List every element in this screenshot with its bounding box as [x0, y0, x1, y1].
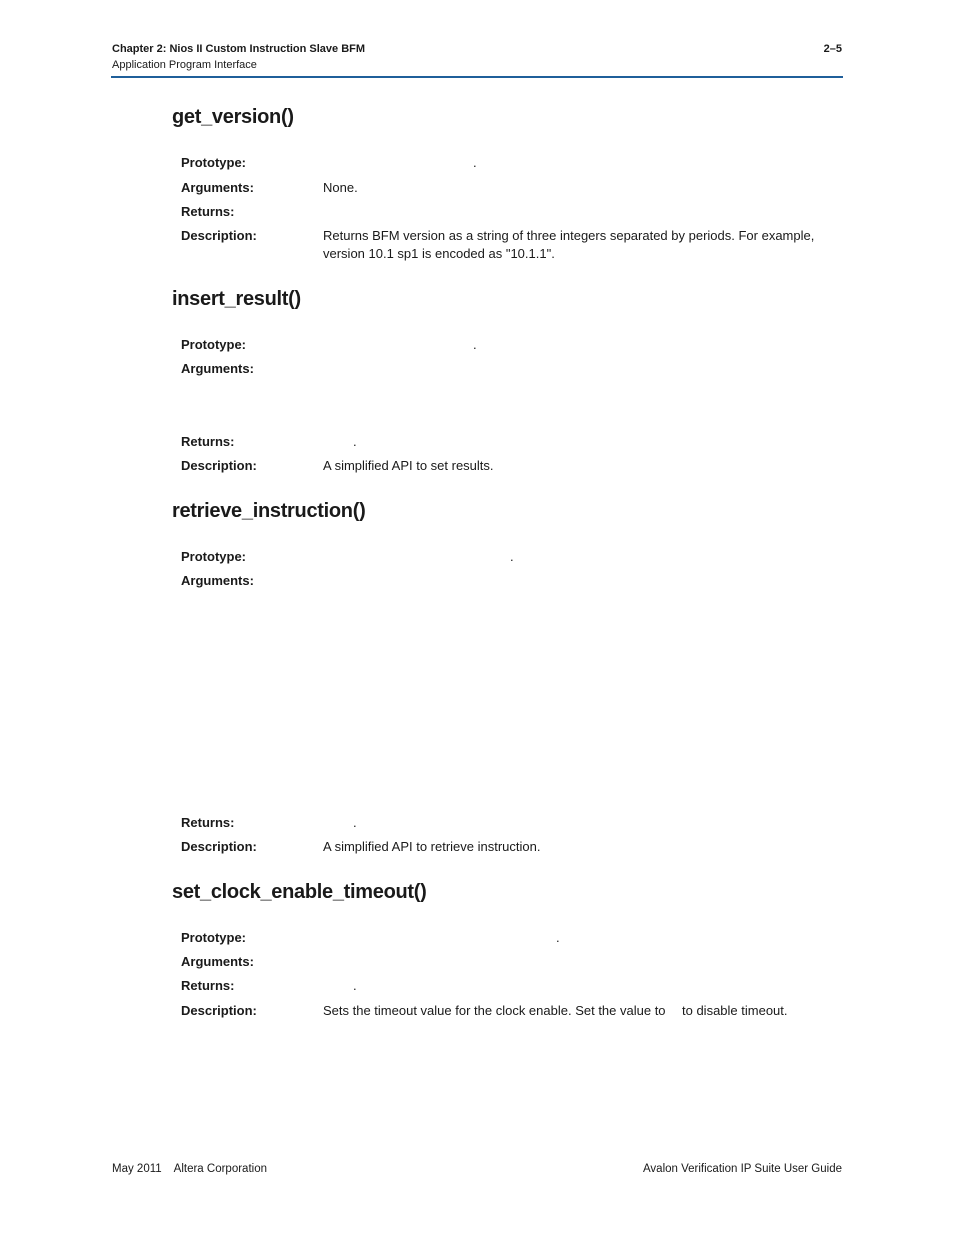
- returns-label: Returns:: [181, 204, 235, 219]
- description-label: Description:: [181, 1003, 257, 1018]
- description-label: Description:: [181, 228, 257, 243]
- running-header-chapter: Chapter 2: Nios II Custom Instruction Slave BFM: [112, 43, 366, 55]
- description-value: A simplified API to retrieve instruction.: [323, 839, 541, 854]
- returns-value: .: [353, 978, 357, 993]
- description-label: Description:: [181, 839, 257, 854]
- prototype-value: .: [473, 337, 477, 352]
- footer-doc-title: Avalon Verification IP Suite User Guide: [642, 1163, 842, 1175]
- footer-date: May 2011: [112, 1163, 162, 1175]
- prototype-label: Prototype:: [181, 930, 246, 945]
- returns-label: Returns:: [181, 815, 235, 830]
- prototype-label: Prototype:: [181, 155, 246, 170]
- description-value: Returns BFM version as a string of three integers separated by periods. For example, version 10.1 sp1 is encoded as "10.1.1".: [323, 228, 815, 261]
- footer-company: Altera Corporation: [173, 1163, 267, 1175]
- prototype-value: .: [473, 155, 477, 170]
- arguments-value: None.: [323, 180, 358, 195]
- returns-value: .: [353, 815, 357, 830]
- footer-left: [112, 1163, 267, 1175]
- prototype-value: .: [556, 930, 560, 945]
- description-value-part-1: Sets the timeout value for the clock enable. Set the value to: [323, 1003, 666, 1018]
- prototype-label: Prototype:: [181, 337, 246, 352]
- returns-value: .: [353, 434, 357, 449]
- description-value-part-2: to disable timeout.: [682, 1003, 788, 1018]
- header-rule: [111, 76, 843, 78]
- prototype-label: Prototype:: [181, 549, 246, 564]
- running-header-subtitle: Application Program Interface: [112, 59, 257, 71]
- section-title-set-clock-enable-timeout: set_clock_enable_timeout(): [172, 881, 427, 903]
- section-title-get-version: get_version(): [172, 106, 294, 128]
- prototype-value: .: [510, 549, 514, 564]
- description-value: A simplified API to set results.: [323, 458, 494, 473]
- returns-label: Returns:: [181, 978, 235, 993]
- page-number: 2–5: [823, 43, 842, 55]
- returns-label: Returns:: [181, 434, 235, 449]
- arguments-label: Arguments:: [181, 180, 254, 195]
- section-title-retrieve-instruction: retrieve_instruction(): [172, 500, 366, 522]
- section-title-insert-result: insert_result(): [172, 288, 301, 310]
- description-label: Description:: [181, 458, 257, 473]
- arguments-label: Arguments:: [181, 361, 254, 376]
- arguments-label: Arguments:: [181, 573, 254, 588]
- arguments-label: Arguments:: [181, 954, 254, 969]
